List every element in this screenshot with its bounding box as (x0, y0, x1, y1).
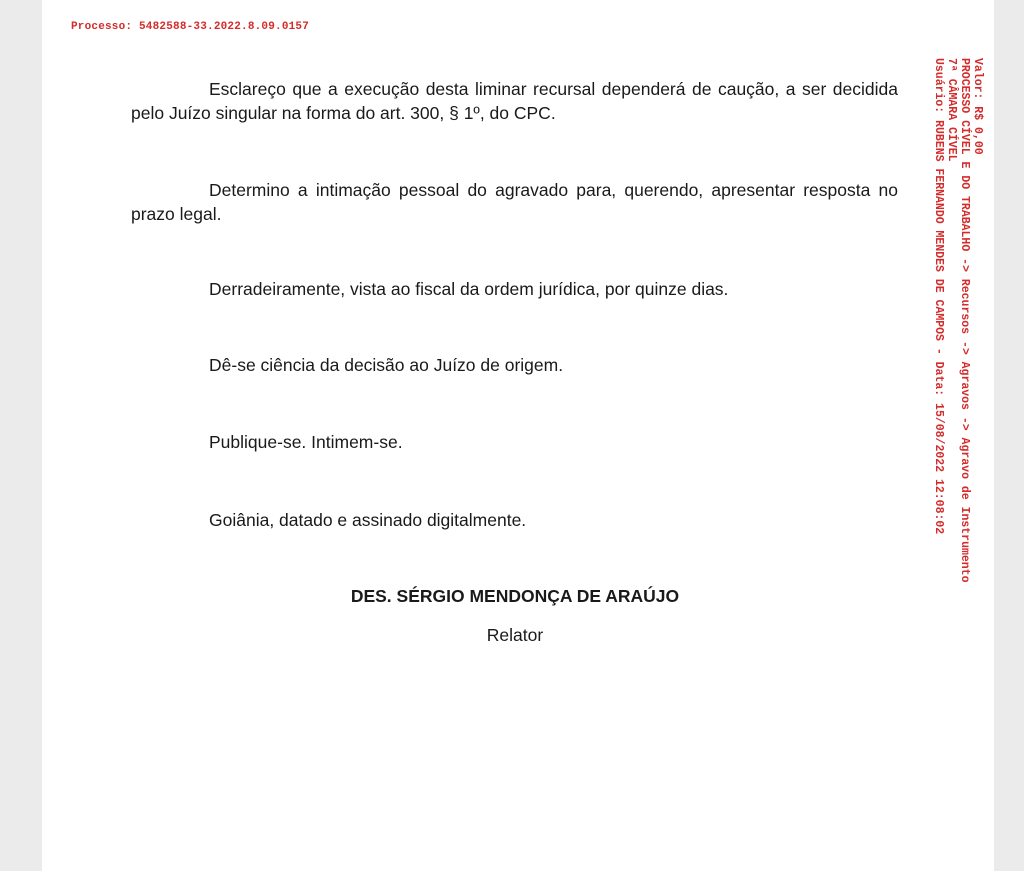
stamp-user-line: Usuário: RUBENS FERNANDO MENDES DE CAMPOS - Data: 15/08/2022 12:08:02 (932, 58, 945, 535)
paragraph-intimation: Determino a intimação pessoal do agravado para, querendo, apresentar resposta no prazo legal. (131, 180, 898, 224)
document-page (42, 0, 994, 871)
paragraph-ciencia: Dê-se ciência da decisão ao Juízo de origem. (209, 355, 564, 375)
paragraph-caution: Esclareço que a execução desta liminar recursal dependerá de caução, a ser decidida pelo Juízo singular na forma do art. 300, § 1º, do CPC. (131, 79, 898, 123)
signer-name: DES. SÉRGIO MENDONÇA DE ARAÚJO (350, 586, 680, 606)
stamp-value-line: Valor: R$ 0,00 (971, 58, 984, 155)
stamp-class-line: PROCESSO CÍVEL E DO TRABALHO -> Recursos -> Agravos -> Agravo de Instrumento (958, 58, 971, 583)
process-number-header: Processo: 5482588-33.2022.8.09.0157 (71, 21, 310, 33)
signer-role: Relator (486, 625, 544, 645)
stamp-chamber-line: 7ª CÂMARA CÍVEL (945, 58, 958, 162)
paragraph-fiscal: Derradeiramente, vista ao fiscal da ordem jurídica, por quinze dias. (209, 279, 729, 299)
paragraph-place-date: Goiânia, datado e assinado digitalmente. (209, 510, 527, 530)
paragraph-publique: Publique-se. Intimem-se. (209, 432, 403, 452)
side-stamp (904, 58, 988, 668)
